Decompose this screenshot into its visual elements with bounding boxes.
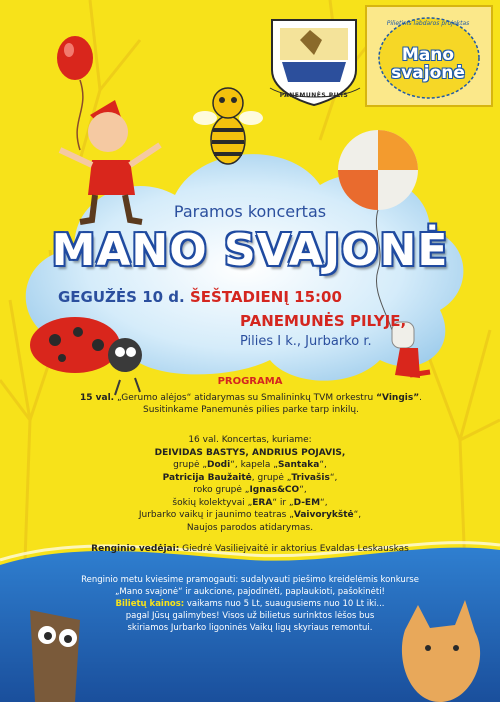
crest-label: PANEMUNĖS PILIS — [279, 92, 349, 99]
event-place: PANEMUNĖS PILYJE, — [240, 312, 407, 330]
bottom-line-4: pagal Jūsų galimybes! Visos už bilietus surinktos lėšos bus — [125, 611, 375, 621]
bottom-line-2: „Mano svajonė“ ir aukcione, pajodinėti, paplaukioti, pašokinėti! — [115, 587, 385, 597]
program-part-1-time: 15 val. — [79, 393, 115, 403]
event-date-line — [58, 288, 458, 306]
performer-patricija: Patricija Baužaitė — [162, 472, 252, 483]
group-dodi: Dodi — [207, 460, 231, 470]
program-part-1-text-b: . Susitinkame Panemunės pilies parke tarp inkilų. — [143, 393, 422, 415]
group-ignas: Ignas&CO — [249, 485, 300, 495]
hosts-line — [60, 544, 440, 554]
program-part-1-text-a: „Gerumo alėjos“ atidarymas su Smalininkų TVM orkestru — [114, 393, 374, 403]
group-era: ERA — [252, 497, 273, 508]
orchestra-name: “Vingis” — [376, 393, 420, 403]
program-heading: PROGRAMA — [217, 376, 283, 387]
group-santaka: Santaka — [277, 460, 320, 470]
badge-caption: Pilietinis labdaros projektas — [386, 20, 470, 27]
bottom-line-3 — [60, 598, 440, 610]
badge-title: Mano svajonė — [391, 45, 465, 83]
event-address: Pilies I k., Jurbarko r. — [240, 334, 372, 349]
program-part-1 — [66, 392, 436, 416]
performers-line-8: Naujos parodos atidarymas. — [186, 522, 314, 533]
event-weekday-time: ŠEŠTADIENĮ 15:00 — [189, 288, 342, 306]
performers-line-5: roko grupė „Ignas&CO“, — [193, 485, 307, 495]
theatre-vaivorykste: Vaivorykštė — [293, 510, 354, 520]
bee-illustration — [193, 88, 263, 164]
group-dem: D-EM — [293, 497, 321, 508]
hosts-names: Giedrė Vasiliejvaitė ir aktorius Evaldas Leskauskas — [179, 544, 409, 554]
group-trivasis: Trivašis — [291, 472, 330, 483]
ticket-prices: vaikams nuo 5 Lt, suaugusiems nuo 10 Lt iki... — [184, 599, 385, 609]
bottom-info — [60, 574, 440, 634]
bottom-line-5: skiriamos Jurbarko ligoninės Vaikų ligų skyriaus remontui. — [127, 623, 373, 633]
bottom-line-1: Renginio metu kviesime pramogauti: sudalyvauti piešimo kreidelėmis konkurse — [81, 575, 419, 585]
performers-line-4: Patricija Baužaitė, grupė „Trivašis“, — [162, 472, 338, 483]
performers-line-3: grupė „Dodi“, kapela „Santaka“, — [173, 460, 327, 470]
event-subtitle: Paramos koncertas — [173, 202, 327, 221]
performers-main: DEIVIDAS BASTYS, ANDRIUS POJAVIS, — [154, 447, 346, 458]
ticket-price-label: Bilietų kainos: — [115, 599, 185, 609]
performers-line-6: šokių kolektyvai „ERA“ ir „D-EM“, — [172, 497, 328, 508]
event-title: MANO SVAJONĖ — [51, 225, 449, 276]
hosts-label: Renginio vedėjai: — [91, 544, 180, 554]
event-date: GEGUŽĖS 10 d. — [58, 288, 185, 306]
program-part-2-intro: 16 val. Koncertas, kuriame: — [188, 435, 312, 445]
performers-line-7: Jurbarko vaikų ir jaunimo teatras „Vaivorykštė“, — [138, 510, 362, 520]
program-part-2 — [90, 434, 410, 534]
